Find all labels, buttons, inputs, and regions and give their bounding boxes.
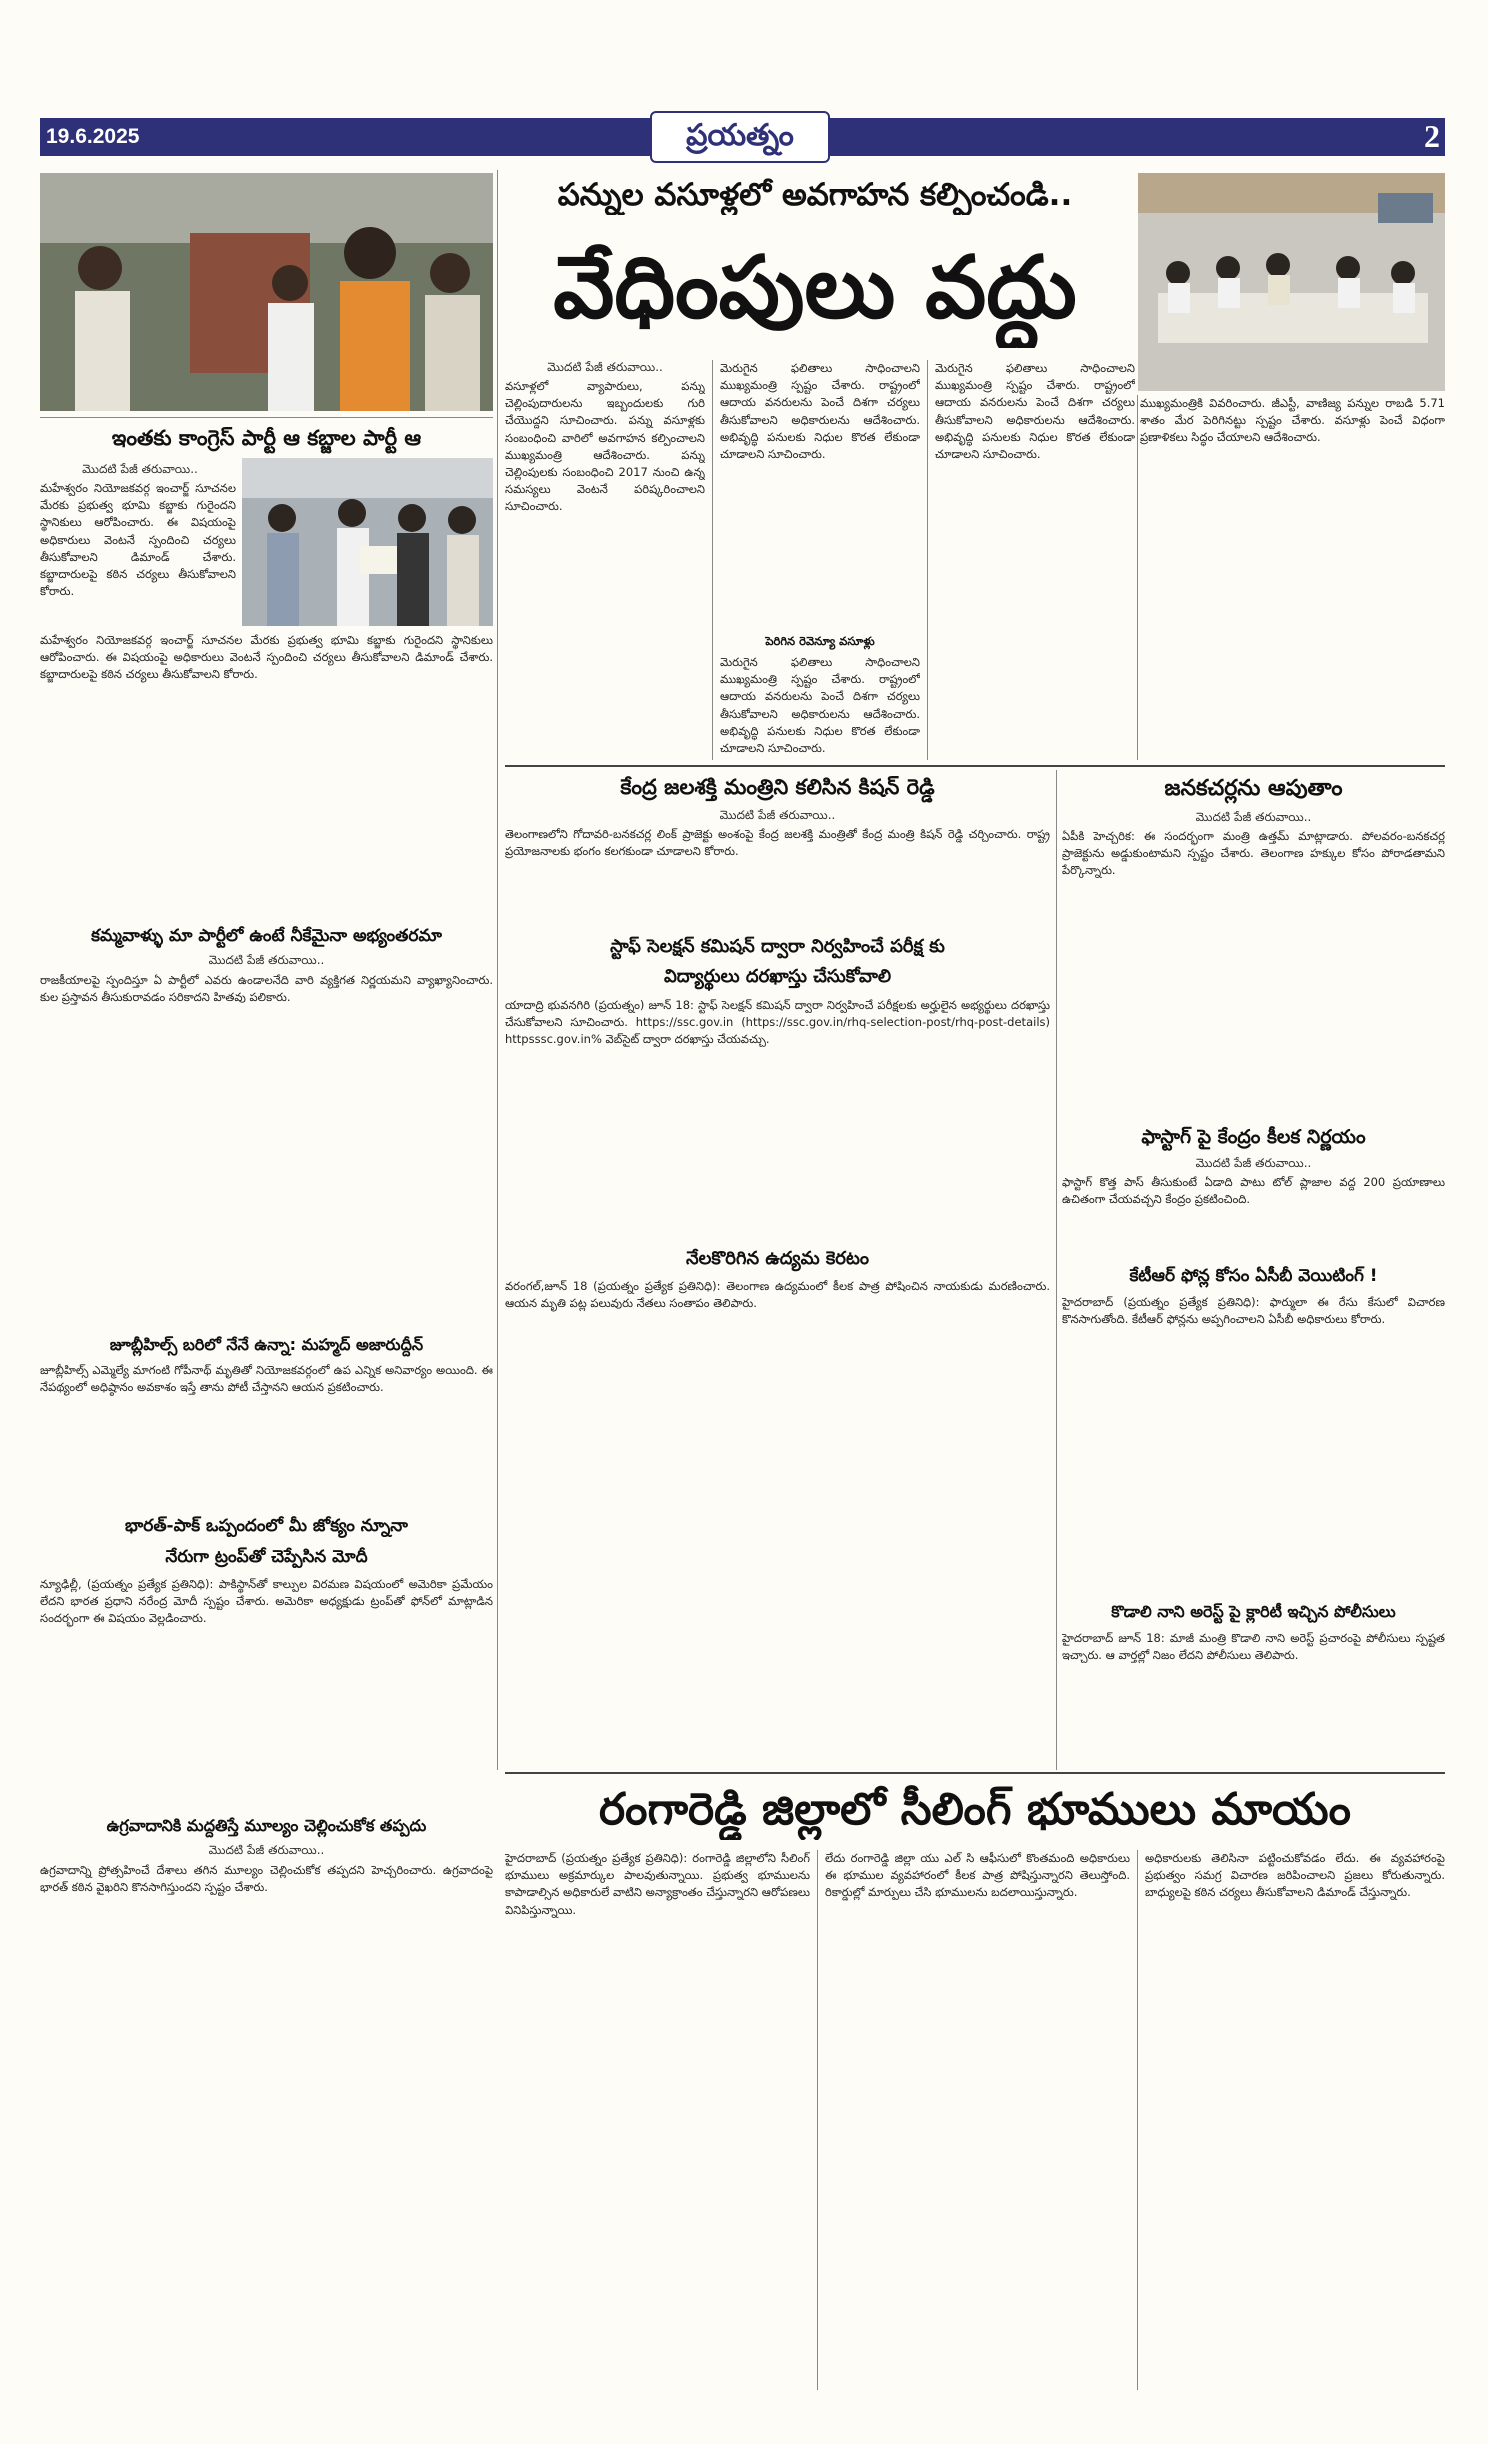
banakacherla-dateline: మొదటి పేజీ తరువాయి.. (1195, 810, 1312, 824)
rule (1137, 395, 1138, 760)
fastag-body: ఫాస్టాగ్ కొత్త పాస్ తీసుకుంటే ఏడాది పాటు టోల్ ప్లాజాల వద్ద 200 ప్రయాణాలు ఉచితంగా చేయవచ్చని కేంద్రం ప్రకటించింది. (1062, 1175, 1445, 1207)
modi-trump-headline: నేరుగా ట్రంప్‌తో చెప్పేసిన మోదీ (165, 1547, 368, 1567)
page-number: 2 (1424, 118, 1440, 154)
congress-body-cont: మహేశ్వరం నియోజకవర్గ ఇంచార్జ్ సూచనల మేరకు ప్రభుత్వ భూమి కబ్జాకు గురైందని స్థానికులు ఆరోపించారు. ఈ విషయంపై అధికారులు వెంటనే స్పందించి చర్యలు తీసుకోవాలని డిమాండ్ చేశారు. కబ్జాదారులపై కఠిన చర్యలు తీసుకోవాలని కోరారు. (40, 633, 493, 682)
ssc-headline-2: విద్యార్థులు దరఖాస్తు చేసుకోవాలి (663, 966, 892, 987)
officials-photo (242, 458, 493, 626)
azharuddin-headline: జూబ్లీహిల్స్ బరిలో నేనే ఉన్నా: మహ్మద్ అజారుద్దీన్ (109, 1335, 424, 1354)
rule (505, 765, 1445, 767)
udyama-headline: నేలకొరిగిన ఉద్యమ కెరటం (686, 1248, 869, 1269)
rule (712, 360, 713, 760)
kishan-dateline: మొదటి పేజీ తరువాయి.. (719, 808, 836, 822)
banakacherla-body: ఏపీకి హెచ్చరిక: ఈ సందర్భంగా మంత్రి ఉత్తమ్ మాట్లాడారు. పోలవరం-బనకచర్ల ప్రాజెక్టును అడ్డుకుంటామని స్పష్టం చేశారు. తెలంగాణ హక్కుల కోసం పోరాడతామని పేర్కొన్నారు. (1062, 829, 1445, 878)
kodali-nani-headline: కొడాలి నాని అరెస్ట్ పై క్లారిటీ ఇచ్చిన పోలీసులు (1111, 1602, 1396, 1621)
ceiling-col3: అధికారులకు తెలిసినా పట్టించుకోవడం లేదు. ఈ వ్యవహారంపై ప్రభుత్వం సమగ్ర విచారణ జరిపించాలని ప్రజలు కోరుతున్నారు. బాధ్యులపై కఠిన చర్యలు తీసుకోవాలని డిమాండ్ చేస్తున్నారు. (1145, 1851, 1445, 1900)
kishan-reddy-headline: కేంద్ర జలశక్తి మంత్రిని కలిసిన కిషన్ రెడ్డి (620, 775, 935, 799)
lead-kicker: పన్నుల వసూళ్లలో అవగాహన కల్పించండి.. (557, 177, 1073, 213)
congress-protest-photo (40, 173, 493, 411)
ceiling-col1: హైదరాబాద్ (ప్రయత్నం ప్రత్యేక ప్రతినిధి): రంగారెడ్డి జిల్లాలోని సీలింగ్ భూములు అక్రమార్కుల పాలవుతున్నాయి. ప్రభుత్వ భూములను కాపాడాల్సిన అధికారులే వాటిని అన్యాక్రాంతం చేస్తున్నారని ఆరోపణలు వినిపిస్తున్నాయి. (505, 1851, 810, 1917)
rule (817, 1850, 818, 2390)
kamma-dateline: మొదటి పేజీ తరువాయి.. (208, 953, 325, 967)
kamma-body: రాజకీయాలపై స్పందిస్తూ ఏ పార్టీలో ఎవరు ఉండాలనేది వారి వ్యక్తిగత నిర్ణయమని వ్యాఖ్యానించారు. కుల ప్రస్తావన తీసుకురావడం సరికాదని హితవు పలికారు. (40, 973, 493, 1005)
ktr-acb-body: హైదరాబాద్ (ప్రయత్నం ప్రత్యేక ప్రతినిధి): ఫార్ములా ఈ రేసు కేసులో విచారణ కొనసాగుతోంది. కేటీఆర్ ఫోన్లను అప్పగించాలని ఏసీబీ అధికారులు కోరారు. (1062, 1295, 1445, 1327)
terror-body: ఉగ్రవాదాన్ని ప్రోత్సహించే దేశాలు తగిన మూల్యం చెల్లించుకోక తప్పదని హెచ్చరించారు. ఉగ్రవాదంపై భారత్ కఠిన వైఖరిని కొనసాగిస్తుందని స్పష్టం చేశారు. (40, 1863, 493, 1895)
india-pak-body: న్యూఢిల్లీ, (ప్రయత్నం ప్రత్యేక ప్రతినిధి): పాకిస్థాన్‌తో కాల్పుల విరమణ విషయంలో అమెరికా ప్రమేయం లేదని భారత ప్రధాని నరేంద్ర మోదీ స్పష్టం చేశారు. అమెరికా అధ్యక్షుడు ట్రంప్‌తో ఫోన్‌లో మాట్లాడిన సందర్భంగా ఈ విషయం వెల్లడించారు. (40, 1577, 493, 1626)
ceiling-lands-headline: రంగారెడ్డి జిల్లాలో సీలింగ్ భూములు మాయం (599, 1784, 1351, 1835)
fastag-dateline: మొదటి పేజీ తరువాయి.. (1195, 1156, 1312, 1170)
ssc-headline-1: స్టాఫ్ సెలక్షన్ కమిషన్ ద్వారా నిర్వహించే పరీక్ష కు (610, 936, 945, 957)
lead-headline: వేధింపులు వద్దు (553, 238, 1077, 338)
kodali-nani-body: హైదరాబాద్ జూన్ 18: మాజీ మంత్రి కొడాలి నాని అరెస్ట్ ప్రచారంపై పోలీసులు స్పష్టత ఇచ్చారు. ఆ వార్తల్లో నిజం లేదని పోలీసులు తెలిపారు. (1062, 1631, 1445, 1663)
terror-dateline: మొదటి పేజీ తరువాయి.. (208, 1843, 325, 1857)
rule (40, 417, 493, 418)
lead-dateline: మొదటి పేజీ తరువాయి.. (547, 360, 663, 374)
ssc-body: యాదాద్రి భువనగిరి (ప్రయత్నం) జూన్ 18: స్టాఫ్ సెలక్షన్ కమిషన్ ద్వారా నిర్వహించే పరీక్షలకు అర్హులైన అభ్యర్థులు దరఖాస్తు చేసుకోవాలని సూచించారు. https://ssc.gov.in (https://ssc.gov.in/rhq-selection-post/rhq-post-details) httpsssc.gov.in% వెబ్‌సైట్ ద్వారా దరఖాస్తు చేయవచ్చు. (505, 998, 1050, 1047)
rule (1137, 1850, 1138, 2390)
lead-col3: మెరుగైన ఫలితాలు సాధించాలని ముఖ్యమంత్రి స్పష్టం చేశారు. రాష్ట్రంలో ఆదాయ వనరులను పెంచే దిశగా చర్యలు తీసుకోవాలని అధికారులను ఆదేశించారు. అభివృద్ధి పనులకు నిధుల కొరత లేకుండా చూడాలని సూచించారు. (935, 361, 1135, 462)
issue-date: 19.6.2025 (46, 125, 140, 148)
banakacherla-headline: జనకచర్లను ఆపుతాం (1164, 776, 1343, 801)
terror-headline: ఉగ్రవాదానికి మద్దతిస్తే మూల్యం చెల్లించుకోక తప్పదు (106, 1816, 427, 1835)
rule (1056, 770, 1057, 1770)
lead-subkicker: పెరిగిన రెవెన్యూ వసూళ్లు (765, 634, 875, 648)
lead-col2-cont: మెరుగైన ఫలితాలు సాధించాలని ముఖ్యమంత్రి స్పష్టం చేశారు. రాష్ట్రంలో ఆదాయ వనరులను పెంచే దిశగా చర్యలు తీసుకోవాలని అధికారులను ఆదేశించారు. అభివృద్ధి పనులకు నిధుల కొరత లేకుండా చూడాలని సూచించారు. (720, 655, 920, 756)
lead-col2: మెరుగైన ఫలితాలు సాధించాలని ముఖ్యమంత్రి స్పష్టం చేశారు. రాష్ట్రంలో ఆదాయ వనరులను పెంచే దిశగా చర్యలు తీసుకోవాలని అధికారులను ఆదేశించారు. అభివృద్ధి పనులకు నిధుల కొరత లేకుండా చూడాలని సూచించారు. (720, 361, 920, 462)
paper-logo: ప్రయత్నం (650, 111, 830, 163)
fastag-headline: ఫాస్టాగ్ పై కేంద్రం కీలక నిర్ణయం (1141, 1126, 1366, 1148)
lead-col4: ముఖ్యమంత్రికి వివరించారు. జీఎస్టీ, వాణిజ్య పన్నుల రాబడి 5.71 శాతం మేర పెరిగినట్టు స్పష్టం చేశారు. వసూళ్లు పెంచే విధంగా ప్రణాళికలు సిద్ధం చేయాలని ఆదేశించారు. (1140, 396, 1445, 445)
ktr-acb-headline: కేటీఆర్ ఫోన్ల కోసం ఏసీబీ వెయిటింగ్ ! (1129, 1266, 1378, 1286)
cm-meeting-photo (1138, 173, 1445, 391)
congress-dateline: మొదటి పేజీ తరువాయి.. (82, 462, 198, 476)
rule (505, 1772, 1445, 1774)
congress-headline: ఇంతకు కాంగ్రెస్ పార్టీ ఆ కబ్జాల పార్టీ ఆ (111, 426, 422, 450)
udyama-body: వరంగల్,జూన్ 18 (ప్రయత్నం ప్రత్యేక ప్రతినిధి): తెలంగాణ ఉద్యమంలో కీలక పాత్ర పోషించిన నాయకుడు మరణించారు. ఆయన మృతి పట్ల పలువురు నేతలు సంతాపం తెలిపారు. (505, 1279, 1050, 1311)
congress-body: మహేశ్వరం నియోజకవర్గ ఇంచార్జ్ సూచనల మేరకు ప్రభుత్వ భూమి కబ్జాకు గురైందని స్థానికులు ఆరోపించారు. ఈ విషయంపై అధికారులు వెంటనే స్పందించి చర్యలు తీసుకోవాలని డిమాండ్ చేశారు. కబ్జాదారులపై కఠిన చర్యలు తీసుకోవాలని కోరారు. (40, 481, 236, 599)
rule (927, 360, 928, 760)
azharuddin-body: జూబ్లీహిల్స్ ఎమ్మెల్యే మాగంటి గోపీనాథ్ మృతితో నియోజకవర్గంలో ఉప ఎన్నిక అనివార్యం అయింది. ఈ నేపథ్యంలో అధిష్ఠానం అవకాశం ఇస్తే తాను పోటీ చేస్తానని ఆయన ప్రకటించారు. (40, 1363, 493, 1395)
lead-col1: వసూళ్లలో వ్యాపారులు, పన్ను చెల్లింపుదారులను ఇబ్బందులకు గురి చేయొద్దని సూచించారు. పన్ను వసూళ్లకు సంబంధించి వారిలో అవగాహన కల్పించాలని ముఖ్యమంత్రి ఆదేశించారు. పన్ను చెల్లింపులకు సంబంధించి 2017 నుంచి ఉన్న సమస్యలు వెంటనే పరిష్కరించాలని సూచించారు. (505, 379, 705, 514)
rule (497, 170, 498, 1770)
india-pak-headline: భారత్-పాక్ ఒప్పందంలో మీ జోక్యం న్నూనా (125, 1516, 408, 1536)
ceiling-col2: లేదు రంగారెడ్డి జిల్లా యు ఎల్ సి ఆఫీసులో కొంతమంది అధికారులు ఈ భూముల వ్యవహారంలో కీలక పాత్ర పోషిస్తున్నారని తెలుస్తోంది. రికార్డుల్లో మార్పులు చేసి భూములను బదలాయిస్తున్నారు. (825, 1851, 1130, 1900)
kishan-body: తెలంగాణలోని గోదావరి-బనకచర్ల లింక్ ప్రాజెక్టు అంశంపై కేంద్ర జలశక్తి మంత్రితో కేంద్ర మంత్రి కిషన్ రెడ్డి చర్చించారు. రాష్ట్ర ప్రయోజనాలకు భంగం కలగకుండా చూడాలని కోరారు. (505, 827, 1050, 859)
kamma-headline: కమ్మవాళ్ళు మా పార్టీలో ఉంటే నీకేమైనా అభ్యంతరమా (91, 926, 442, 946)
